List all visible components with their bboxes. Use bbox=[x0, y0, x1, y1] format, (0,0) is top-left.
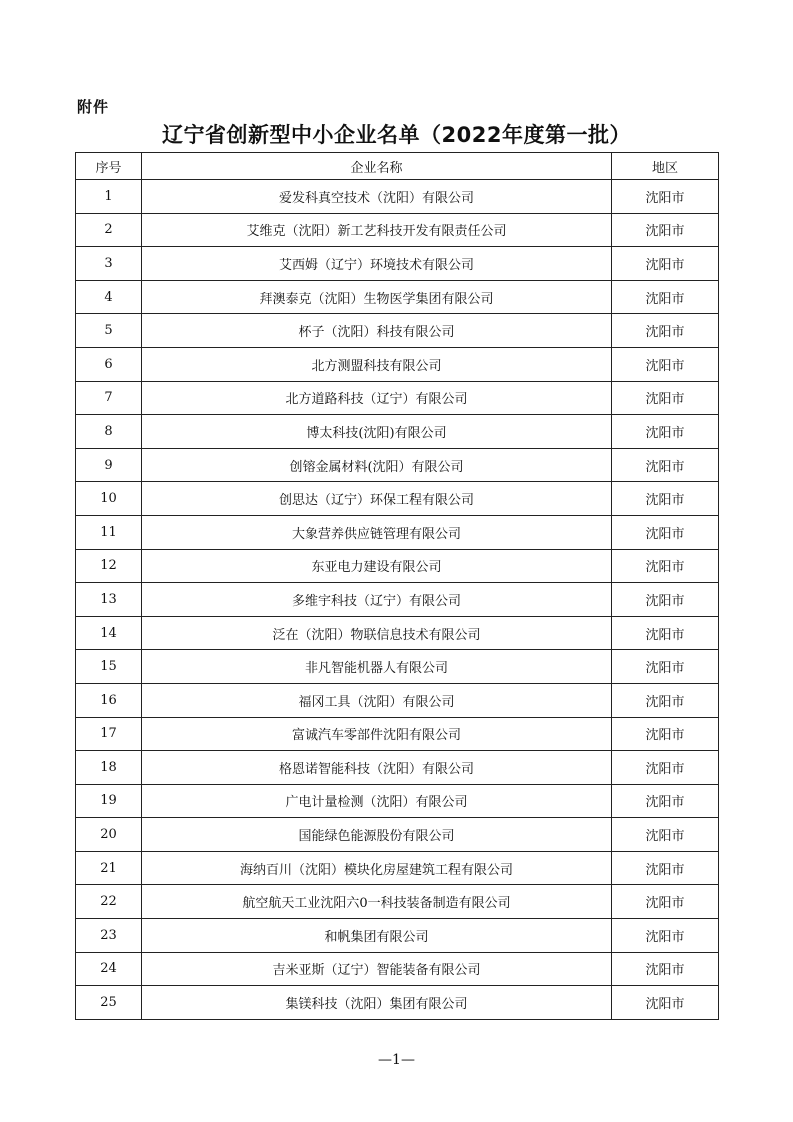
cell-company-name: 东亚电力建设有限公司 bbox=[142, 549, 612, 583]
cell-region: 沈阳市 bbox=[612, 415, 719, 449]
cell-region: 沈阳市 bbox=[612, 180, 719, 214]
cell-region: 沈阳市 bbox=[612, 347, 719, 381]
page-title: 辽宁省创新型中小企业名单（2022年度第一批） bbox=[162, 123, 631, 147]
cell-serial: 12 bbox=[76, 549, 142, 583]
table-row bbox=[76, 247, 719, 281]
cell-company-name: 格恩诺智能科技（沈阳）有限公司 bbox=[142, 751, 612, 785]
cell-region: 沈阳市 bbox=[612, 986, 719, 1020]
cell-region: 沈阳市 bbox=[612, 482, 719, 516]
cell-company-name: 多维宇科技（辽宁）有限公司 bbox=[142, 583, 612, 617]
header-company-name: 企业名称 bbox=[142, 153, 612, 180]
table-row bbox=[76, 415, 719, 449]
cell-serial: 25 bbox=[76, 986, 142, 1020]
cell-serial: 2 bbox=[76, 213, 142, 247]
cell-region: 沈阳市 bbox=[612, 952, 719, 986]
cell-company-name: 福冈工具（沈阳）有限公司 bbox=[142, 683, 612, 717]
cell-company-name: 集镁科技（沈阳）集团有限公司 bbox=[142, 986, 612, 1020]
cell-region: 沈阳市 bbox=[612, 247, 719, 281]
table-row bbox=[76, 818, 719, 852]
cell-region: 沈阳市 bbox=[612, 885, 719, 919]
table-row bbox=[76, 616, 719, 650]
table-row bbox=[76, 952, 719, 986]
cell-serial: 24 bbox=[76, 952, 142, 986]
cell-serial: 23 bbox=[76, 919, 142, 953]
cell-region: 沈阳市 bbox=[612, 213, 719, 247]
cell-company-name: 博太科技(沈阳)有限公司 bbox=[142, 415, 612, 449]
cell-region: 沈阳市 bbox=[612, 919, 719, 953]
cell-company-name: 大象营养供应链管理有限公司 bbox=[142, 515, 612, 549]
table-row bbox=[76, 717, 719, 751]
cell-region: 沈阳市 bbox=[612, 280, 719, 314]
cell-company-name: 创思达（辽宁）环保工程有限公司 bbox=[142, 482, 612, 516]
table-row bbox=[76, 381, 719, 415]
cell-region: 沈阳市 bbox=[612, 583, 719, 617]
table-row bbox=[76, 482, 719, 516]
cell-company-name: 爱发科真空技术（沈阳）有限公司 bbox=[142, 180, 612, 214]
cell-serial: 21 bbox=[76, 851, 142, 885]
cell-serial: 9 bbox=[76, 448, 142, 482]
table-row bbox=[76, 751, 719, 785]
cell-region: 沈阳市 bbox=[612, 549, 719, 583]
cell-serial: 3 bbox=[76, 247, 142, 281]
cell-company-name: 国能绿色能源股份有限公司 bbox=[142, 818, 612, 852]
cell-region: 沈阳市 bbox=[612, 818, 719, 852]
cell-serial: 19 bbox=[76, 784, 142, 818]
cell-company-name: 和帆集团有限公司 bbox=[142, 919, 612, 953]
cell-serial: 22 bbox=[76, 885, 142, 919]
cell-company-name: 杯子（沈阳）科技有限公司 bbox=[142, 314, 612, 348]
cell-company-name: 拜澳泰克（沈阳）生物医学集团有限公司 bbox=[142, 280, 612, 314]
cell-company-name: 航空航天工业沈阳六0一科技装备制造有限公司 bbox=[142, 885, 612, 919]
cell-serial: 18 bbox=[76, 751, 142, 785]
cell-company-name: 泛在（沈阳）物联信息技术有限公司 bbox=[142, 616, 612, 650]
cell-serial: 10 bbox=[76, 482, 142, 516]
table-row bbox=[76, 919, 719, 953]
table-row bbox=[76, 583, 719, 617]
page-number: —1— bbox=[378, 1052, 415, 1068]
cell-company-name: 北方道路科技（辽宁）有限公司 bbox=[142, 381, 612, 415]
header-region: 地区 bbox=[612, 153, 719, 180]
cell-serial: 13 bbox=[76, 583, 142, 617]
cell-company-name: 吉米亚斯（辽宁）智能装备有限公司 bbox=[142, 952, 612, 986]
table-row bbox=[76, 650, 719, 684]
table-row bbox=[76, 784, 719, 818]
header-serial: 序号 bbox=[76, 153, 142, 180]
cell-region: 沈阳市 bbox=[612, 717, 719, 751]
cell-company-name: 艾维克（沈阳）新工艺科技开发有限责任公司 bbox=[142, 213, 612, 247]
table-row bbox=[76, 683, 719, 717]
cell-company-name: 非凡智能机器人有限公司 bbox=[142, 650, 612, 684]
cell-serial: 1 bbox=[76, 180, 142, 214]
table-body bbox=[76, 180, 719, 1020]
cell-region: 沈阳市 bbox=[612, 751, 719, 785]
cell-company-name: 北方测盟科技有限公司 bbox=[142, 347, 612, 381]
table-row bbox=[76, 280, 719, 314]
cell-region: 沈阳市 bbox=[612, 448, 719, 482]
cell-serial: 11 bbox=[76, 515, 142, 549]
cell-region: 沈阳市 bbox=[612, 784, 719, 818]
cell-serial: 7 bbox=[76, 381, 142, 415]
cell-company-name: 创镕金属材料(沈阳）有限公司 bbox=[142, 448, 612, 482]
cell-company-name: 富诚汽车零部件沈阳有限公司 bbox=[142, 717, 612, 751]
table-row bbox=[76, 347, 719, 381]
cell-serial: 6 bbox=[76, 347, 142, 381]
table-header-row bbox=[76, 153, 719, 180]
cell-serial: 16 bbox=[76, 683, 142, 717]
table-row bbox=[76, 448, 719, 482]
cell-company-name: 广电计量检测（沈阳）有限公司 bbox=[142, 784, 612, 818]
cell-serial: 8 bbox=[76, 415, 142, 449]
cell-serial: 5 bbox=[76, 314, 142, 348]
cell-company-name: 海纳百川（沈阳）模块化房屋建筑工程有限公司 bbox=[142, 851, 612, 885]
cell-region: 沈阳市 bbox=[612, 650, 719, 684]
table-row bbox=[76, 885, 719, 919]
cell-serial: 4 bbox=[76, 280, 142, 314]
table-row bbox=[76, 314, 719, 348]
cell-serial: 14 bbox=[76, 616, 142, 650]
cell-serial: 20 bbox=[76, 818, 142, 852]
table-row bbox=[76, 213, 719, 247]
cell-region: 沈阳市 bbox=[612, 683, 719, 717]
cell-region: 沈阳市 bbox=[612, 515, 719, 549]
cell-region: 沈阳市 bbox=[612, 314, 719, 348]
attachment-label: 附件 bbox=[77, 98, 110, 116]
cell-serial: 17 bbox=[76, 717, 142, 751]
cell-region: 沈阳市 bbox=[612, 616, 719, 650]
cell-region: 沈阳市 bbox=[612, 381, 719, 415]
cell-company-name: 艾西姆（辽宁）环境技术有限公司 bbox=[142, 247, 612, 281]
table-row bbox=[76, 986, 719, 1020]
table-row bbox=[76, 180, 719, 214]
cell-serial: 15 bbox=[76, 650, 142, 684]
enterprise-table bbox=[75, 152, 719, 1020]
table-row bbox=[76, 549, 719, 583]
cell-region: 沈阳市 bbox=[612, 851, 719, 885]
table-row bbox=[76, 851, 719, 885]
table-row bbox=[76, 515, 719, 549]
